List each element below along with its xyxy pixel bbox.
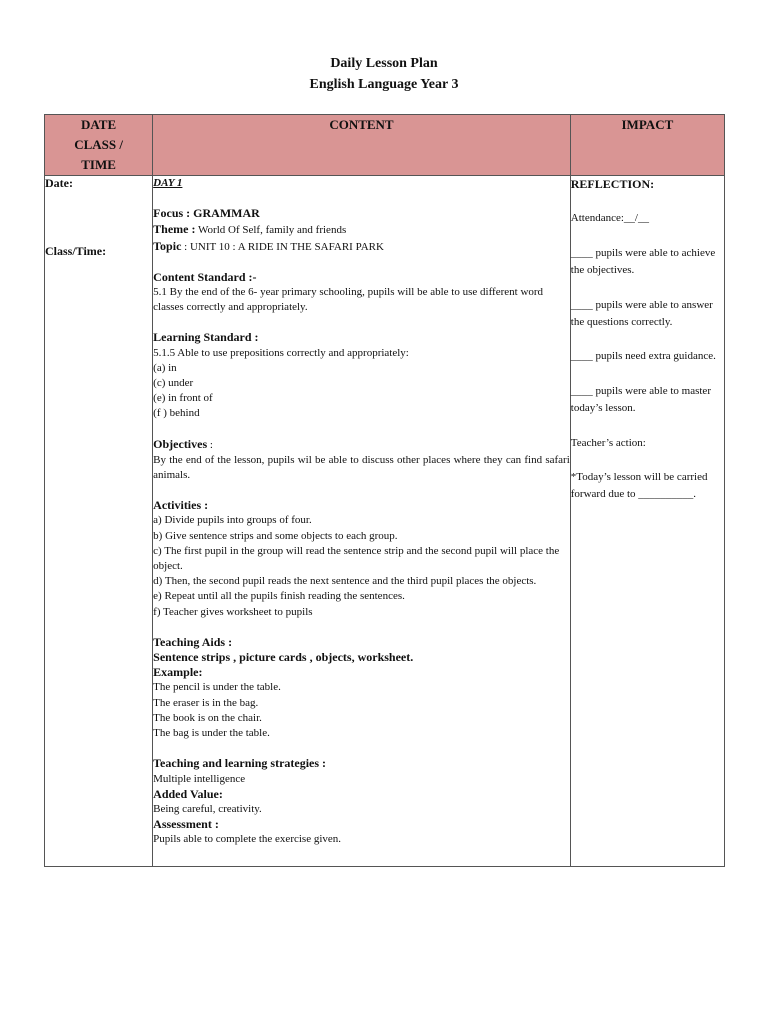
assessment-text: Pupils able to complete the exercise given. xyxy=(153,833,342,846)
learning-item: (f ) behind xyxy=(153,407,200,420)
learning-item: (a) in xyxy=(153,361,177,374)
added-value-label: Added Value: xyxy=(153,786,223,801)
activity-item: a) Divide pupils into groups of four. xyxy=(153,514,312,527)
title-line-1: Daily Lesson Plan xyxy=(330,56,438,71)
focus-value: : GRAMMAR xyxy=(183,206,260,221)
focus-label: Focus xyxy=(153,206,184,221)
topic-label: Topic xyxy=(153,238,182,253)
theme-label: Theme : xyxy=(153,222,196,237)
example-item: The bag is under the table. xyxy=(153,727,270,740)
example-item: The book is on the chair. xyxy=(153,711,262,724)
header-time-label: TIME xyxy=(81,157,116,172)
header-date-label: DATE xyxy=(81,117,117,132)
focus-line xyxy=(153,206,570,222)
example-item: The eraser is in the bag. xyxy=(153,696,259,709)
objectives-text: By the end of the lesson, pupils wil be able to discuss other places where they can find safari animals. xyxy=(153,453,570,482)
activity-item: b) Give sentence strips and some objects to each group. xyxy=(153,529,398,542)
lesson-plan-table xyxy=(44,114,725,867)
added-value-text: Being careful, creativity. xyxy=(153,802,262,815)
table-body-row xyxy=(45,176,725,867)
objectives-heading xyxy=(153,437,570,453)
activity-item: c) The first pupil in the group will read the sentence strip and the second pupil will place the object. xyxy=(153,544,560,573)
header-content: CONTENT xyxy=(153,115,571,176)
day-label: DAY 1 xyxy=(153,177,183,189)
reflection-guidance: ____ pupils need extra guidance. xyxy=(570,350,716,363)
teaching-aids-label: Teaching Aids : xyxy=(153,634,233,649)
carry-forward-note: *Today’s lesson will be carried forward due to __________. xyxy=(570,471,708,501)
topic-line xyxy=(153,239,570,255)
header-class-label: CLASS / xyxy=(74,137,123,152)
assessment-label: Assessment : xyxy=(153,817,219,832)
content-standard-label: Content Standard :- xyxy=(153,269,257,284)
learning-standard-text: 5.1.5 Able to use prepositions correctly and appropriately: xyxy=(153,346,409,359)
example-label: Example: xyxy=(153,665,203,680)
reflection-achieved: ____ pupils were able to achieve the objectives. xyxy=(570,246,716,277)
learning-item: (c) under xyxy=(153,377,194,390)
content-cell xyxy=(153,176,571,867)
teacher-action-label: Teacher’s action: xyxy=(570,436,646,449)
teaching-aids-text: Sentence strips , picture cards , objects, worksheet. xyxy=(153,650,414,665)
learning-standard-label: Learning Standard : xyxy=(153,330,259,345)
table-header-row xyxy=(45,115,725,176)
header-impact: IMPACT xyxy=(570,115,724,176)
theme-line xyxy=(153,222,570,238)
activity-item: f) Teacher gives worksheet to pupils xyxy=(153,605,313,618)
document-title xyxy=(0,53,768,95)
class-time-label: Class/Time: xyxy=(45,244,107,259)
strategies-text: Multiple intelligence xyxy=(153,772,246,785)
header-date-class-time xyxy=(45,115,153,176)
attendance-line: Attendance:__/__ xyxy=(570,212,649,225)
strategies-label: Teaching and learning strategies : xyxy=(153,756,327,771)
reflection-answered: ____ pupils were able to answer the questions correctly. xyxy=(570,298,713,329)
reflection-label: REFLECTION: xyxy=(570,177,655,191)
activities-label: Activities : xyxy=(153,498,209,513)
date-class-cell xyxy=(45,176,153,867)
objectives-label: Objectives xyxy=(153,436,208,451)
learning-item: (e) in front of xyxy=(153,392,213,405)
title-line-2: English Language Year 3 xyxy=(309,77,459,92)
topic-value: : UNIT 10 : A RIDE IN THE SAFARI PARK xyxy=(181,240,384,253)
impact-cell xyxy=(570,176,724,867)
content-standard-text: 5.1 By the end of the 6- year primary schooling, pupils will be able to use different word classes correctly and appropriately. xyxy=(153,286,544,314)
reflection-mastered: ____ pupils were able to master today’s lesson. xyxy=(570,384,711,415)
objectives-colon: : xyxy=(207,438,213,451)
activity-item: e) Repeat until all the pupils finish reading the sentences. xyxy=(153,590,405,603)
example-item: The pencil is under the table. xyxy=(153,681,281,694)
activity-item: d) Then, the second pupil reads the next sentence and the third pupil places the objects. xyxy=(153,575,537,588)
theme-value: World Of Self, family and friends xyxy=(195,224,347,237)
date-label: Date: xyxy=(45,176,73,190)
